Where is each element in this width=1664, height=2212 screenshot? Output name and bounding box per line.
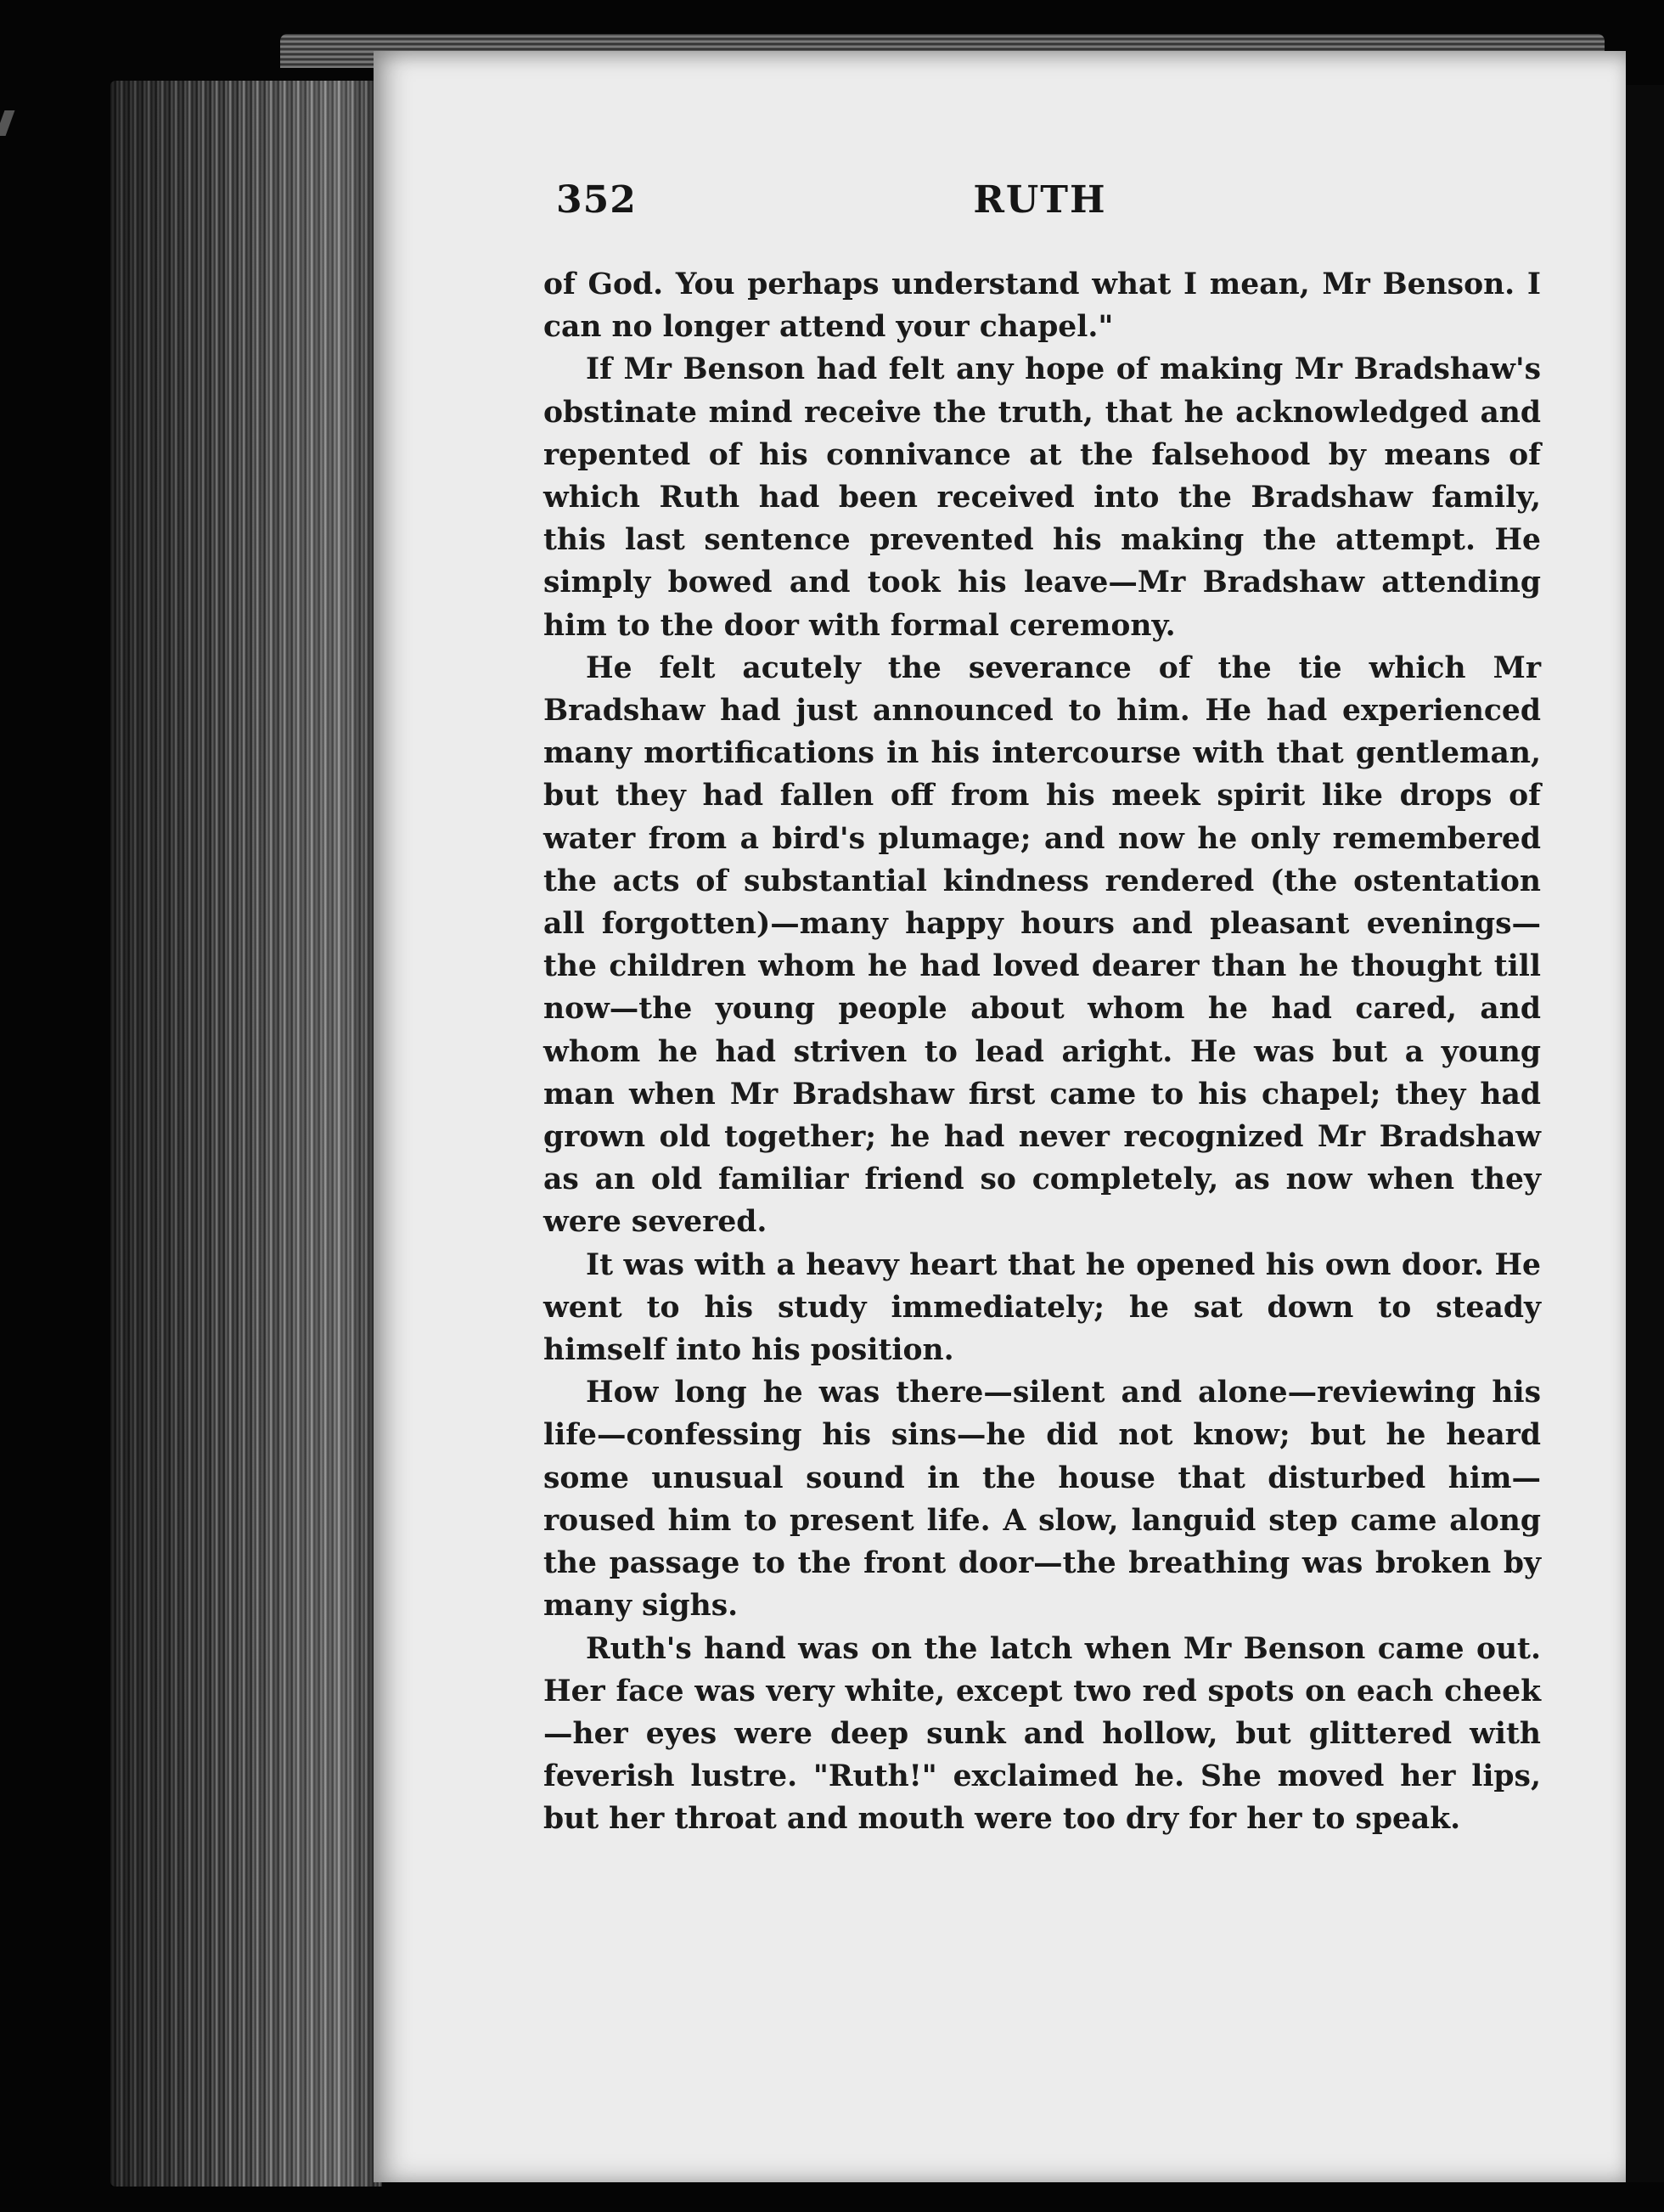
page-right-edge [1626,85,1664,2182]
page-number: 352 [556,178,637,222]
scan-edge-mark [0,110,14,136]
page-edges [110,81,382,2187]
paragraph-3: He felt acutely the severance of the tie which Mr Bradshaw had just announced to him. He had experienced many mortifications in his intercourse with that gentleman, but they had fallen off from his meek spirit like drops of water from a bird's plumage; and now he only remembered the acts of substantial kindness rendered (the ostentation all forgotten)—many happy hours and pleasant evenings—the children whom he had loved dearer than he thought till now—the young people about whom he had cared, and whom he had striven to lead aright. He was but a young man when Mr Bradshaw first came to his chapel; they had grown old together; he had never recognized Mr Bradshaw as an old familiar friend so completely, as now when they were severed. [543,650,1541,1240]
body-text [543,263,1541,1841]
paragraph-5: How long he was there—silent and alone—reviewing his life—confessing his sins—he did not know; but he heard some unusual sound in the house that disturbed him—roused him to present life. A slow, languid step came along the passage to the front door—the breathing was broken by many sighs. [543,1376,1541,1624]
paragraph-4: It was with a heavy heart that he opened his own door. He went to his study immediately; he sat down to steady himself into his position. [543,1247,1541,1368]
running-head [556,178,1524,246]
running-title: RUTH [973,178,1107,222]
paragraph-1: of God. You perhaps understand what I mean, Mr Benson. I can no longer attend your chapel." [543,267,1541,345]
paragraph-2: If Mr Benson had felt any hope of making Mr Bradshaw's obstinate mind receive the truth, that he acknowledged and repented of his connivance at the falsehood by means of which Ruth had been received into the Bradshaw family, this last sentence prevented his making the attempt. He simply bowed and took his leave—Mr Bradshaw attending him to the door with formal ceremony. [543,352,1541,643]
paragraph-6: Ruth's hand was on the latch when Mr Benson came out. Her face was very white, except two red spots on each cheek—her eyes were deep sunk and hollow, but glittered with feverish lustre. "Ruth!" exclaimed he. She moved her lips, but her throat and mouth were too dry for her to speak. [543,1631,1541,1837]
book-page [374,51,1626,2182]
